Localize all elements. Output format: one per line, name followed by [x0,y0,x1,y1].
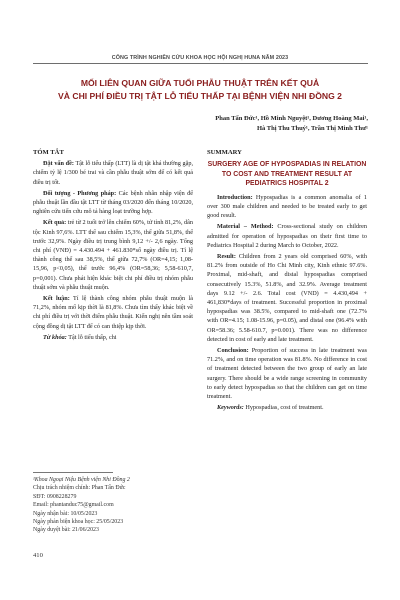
footnote [33,476,193,535]
footnote-accepted: Ngày duyệt bài: 21/06/2023 [33,527,99,534]
label: Đặt vấn đề: [43,160,74,168]
authors-line-2: Hà Thị Thu Thuý¹, Trần Thị Minh Thư¹ [256,125,368,132]
footnote-rule [33,472,113,473]
abstract-en-results [207,252,367,344]
english-abstract [207,148,367,414]
abstract-en-conclusion [207,346,367,401]
abstract-vi-results [33,218,193,292]
label: Result: [217,252,236,260]
abstract-heading-en: SUMMARY [207,149,242,156]
title-line-1: MỐI LIÊN QUAN GIỮA TUỔI PHẪU THUẬT TRÊN KẾT QUẢ [80,78,320,88]
text: Children from 2 years old comprised 60%, with 81.2% from outside of Ho Chi Minh city, Kinh ethnic 97.6%. Proximal, mid-shaft, and distal hypospadias comprised consecutively 15.3%, 51.8%, and 32.9%. Average treatment days 9.12 +/- 2.6. Total cost (VND) = 4.430,494 + 461,830*days of treatment. Successful proportion in proximal hypospadias was 38.5%, compared to mid-shaft one (72.7% with OR=4.15; 1.08-15.96, p=0.05), and distal one (96.4% with OR=58.36; 5.58-610.7, p=0.001). There was no difference detected in cost of early and late treatment. [207,252,367,343]
text: Các bệnh nhân nhập viện để phẫu thuật lần đầu tật LTT từ tháng 03/2020 đến tháng 10/2020, nghiên cứu tiến cứu mô tả hàng loạt trường hợp. [33,189,193,216]
abstract-heading-vi: TÓM TẮT [33,149,64,156]
text: Cross-sectional study on children admitted for operation of hypospadias on their first time to Pediatrics Hospital 2 during March to October, 2022. [207,223,367,249]
label: Conclusion: [217,346,249,354]
journal-header: CÔNG TRÌNH NGHIÊN CỨU KHOA HỌC HỘI NGHỊ HUNA NĂM 2023 [111,55,289,61]
author-list [68,114,368,134]
label: Material – Method: [217,223,274,231]
english-title: SURGERY AGE OF HYPOSPADIAS IN RELATION TO COST AND TREATMENT RESULT AT PEDIATRICS HOSPITAL 2 [207,161,367,188]
text: Tỉ lệ thành công nhóm phẫu thuật muộn là 71,2%, nhóm mổ kịp thời là 81,8%. Chưa tìm thấy khác biệt về chi phí điều trị với thời điểm phẫu thuật. Kiến nghị nên tầm soát cộng đồng dị tật LTT để có can thiệp kịp thời. [33,295,193,330]
text: Hypospadias is a common anomalia of 1 over 300 male children and needed to be treated early to get good result. [207,193,367,220]
abstract-vi-background [33,159,193,187]
authors-line-1: Phan Tấn Đức¹, Hồ Minh Nguyệt¹, Dương Hoàng Mai¹, [215,115,368,122]
keywords-label: Từ khóa: [43,333,67,341]
text: Proportion of success in late treatment was 71.2%, and on time operation was 81.8%. No difference in cost of treatment detected between the two group of early an late surgery. There should be a wide range screening in community to early detect hypospadias so that the children can get on time treatment. [207,346,367,400]
keywords-label: Keywords: [217,404,244,412]
keywords-vi [33,333,193,342]
keywords-text: Tật lỗ tiểu thấp, chi [66,333,117,341]
abstract-vi-conclusion [33,294,193,331]
page-number: 410 [33,552,43,559]
keywords-text: Hypospadias, cost of treatment. [243,404,324,412]
vietnamese-abstract [33,148,193,344]
label: Kết quả: [43,219,67,227]
text: trẻ từ 2 tuổi trở lên chiếm 60%, tử tỉnh 81,2%, dân tộc Kinh 97,6%. LTT thể sau chiếm 15,3%, thể giữa 51,8%, thể trước 32,9%. Ngày điều trị trung bình 9,12 +/- 2,6 ngày. Tổng chi phí (VNĐ) = 4.430.494 + 461.830*số ngày điều trị. Tỉ lệ thành công thể sau 38,5%, thể giữa 72,7% (OR=4,15; 1,08-15,96, p<0,05), thể trước 96,4% (OR=58,36; 5,58-610,7, p=0,001). Chưa phát hiện khác biệt chi phí điều trị nhóm phẫu thuật sớm và phẫu thuật muộn. [33,219,193,291]
abstract-vi-methods [33,189,193,217]
footnote-email: Email: phantanduc75@gmail.com [33,502,114,509]
label: Introduction: [217,193,253,201]
footnote-phone: SĐT: 0908228279 [33,493,77,500]
text: Tật lỗ tiểu thấp (LTT) là dị tật khá thường gặp, chiếm tỷ lệ 1/300 bé trai và cần phẫu thuật sớm để có kết quả điều trị tốt. [33,160,193,186]
label: Đối tượng - Phương pháp: [43,189,117,197]
header-rule [33,63,368,64]
footnote-corresponding: Chịu trách nhiệm chính: Phan Tấn Đức [33,485,126,492]
abstract-en-methods [207,222,367,250]
abstract-en-introduction [207,193,367,221]
footnote-affiliation: ¹Khoa Ngoại Niệu Bệnh viện Nhi Đồng 2 [33,477,130,483]
article-title [30,77,370,103]
keywords-en [207,403,367,412]
footnote-reviewed: Ngày phản biện khoa học: 25/05/2023 [33,519,124,526]
label: Kết luận: [43,295,70,303]
title-line-2: VÀ CHI PHÍ ĐIỀU TRỊ TẬT LỖ TIỂU THẤP TẠI BỆNH VIỆN NHI ĐỒNG 2 [58,91,342,101]
footnote-received: Ngày nhận bài: 10/05/2023 [33,510,98,517]
